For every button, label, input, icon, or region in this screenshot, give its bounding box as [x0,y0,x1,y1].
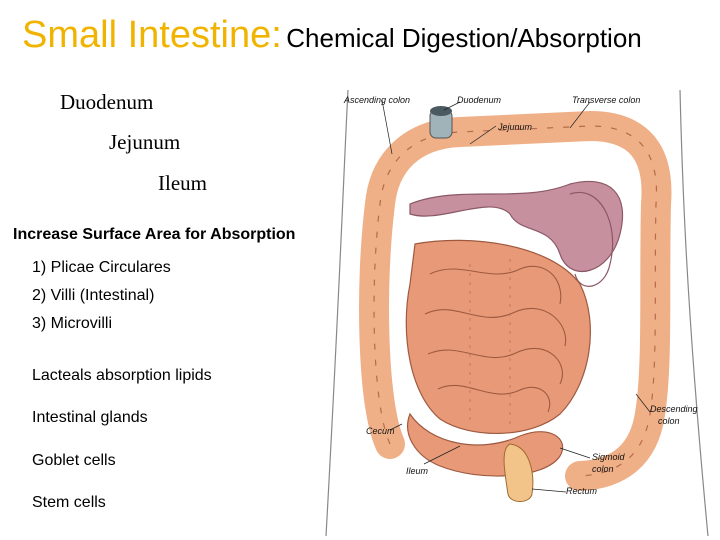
extra-lacteals: Lacteals absorption lipids [32,367,212,384]
segment-ileum: Ileum [158,171,207,195]
slide-title [22,14,642,57]
title-colon: : [271,14,282,56]
extra-intestinal-glands: Intestinal glands [32,409,148,426]
intestine-illustration [320,84,712,536]
extra-goblet-cells: Goblet cells [32,452,116,469]
label-rectum: Rectum [566,486,598,496]
label-jejunum: Jejunum [498,122,533,132]
feature-plicae: 1) Plicae Circulares [32,259,171,276]
label-sigmoid-colon-1: Sigmoid [592,452,625,462]
label-cecum: Cecum [366,426,395,436]
title-subtitle: Chemical Digestion/Absorption [286,23,642,53]
extra-stem-cells: Stem cells [32,494,106,511]
segment-duodenum: Duodenum [60,90,154,114]
ileum-coils [406,240,590,433]
body-outline-right [680,90,708,536]
label-ileum: Ileum [406,466,429,476]
segment-jejunum: Jejunum [109,130,181,154]
duodenum-stub [430,106,452,138]
feature-microvilli: 3) Microvilli [32,315,112,332]
feature-villi: 2) Villi (Intestinal) [32,287,155,304]
title-main: Small Intestine [22,14,272,56]
label-transverse-colon: Transverse colon [572,95,641,105]
section-heading: Increase Surface Area for Absorption [13,226,296,243]
label-ascending-colon: Ascending colon [344,95,411,105]
body-outline-left [326,90,348,536]
label-descending-colon-2: colon [658,416,680,426]
label-descending-colon-1: Descending [650,404,698,414]
label-duodenum: Duodenum [457,95,502,105]
label-sigmoid-colon-2: colon [592,464,614,474]
